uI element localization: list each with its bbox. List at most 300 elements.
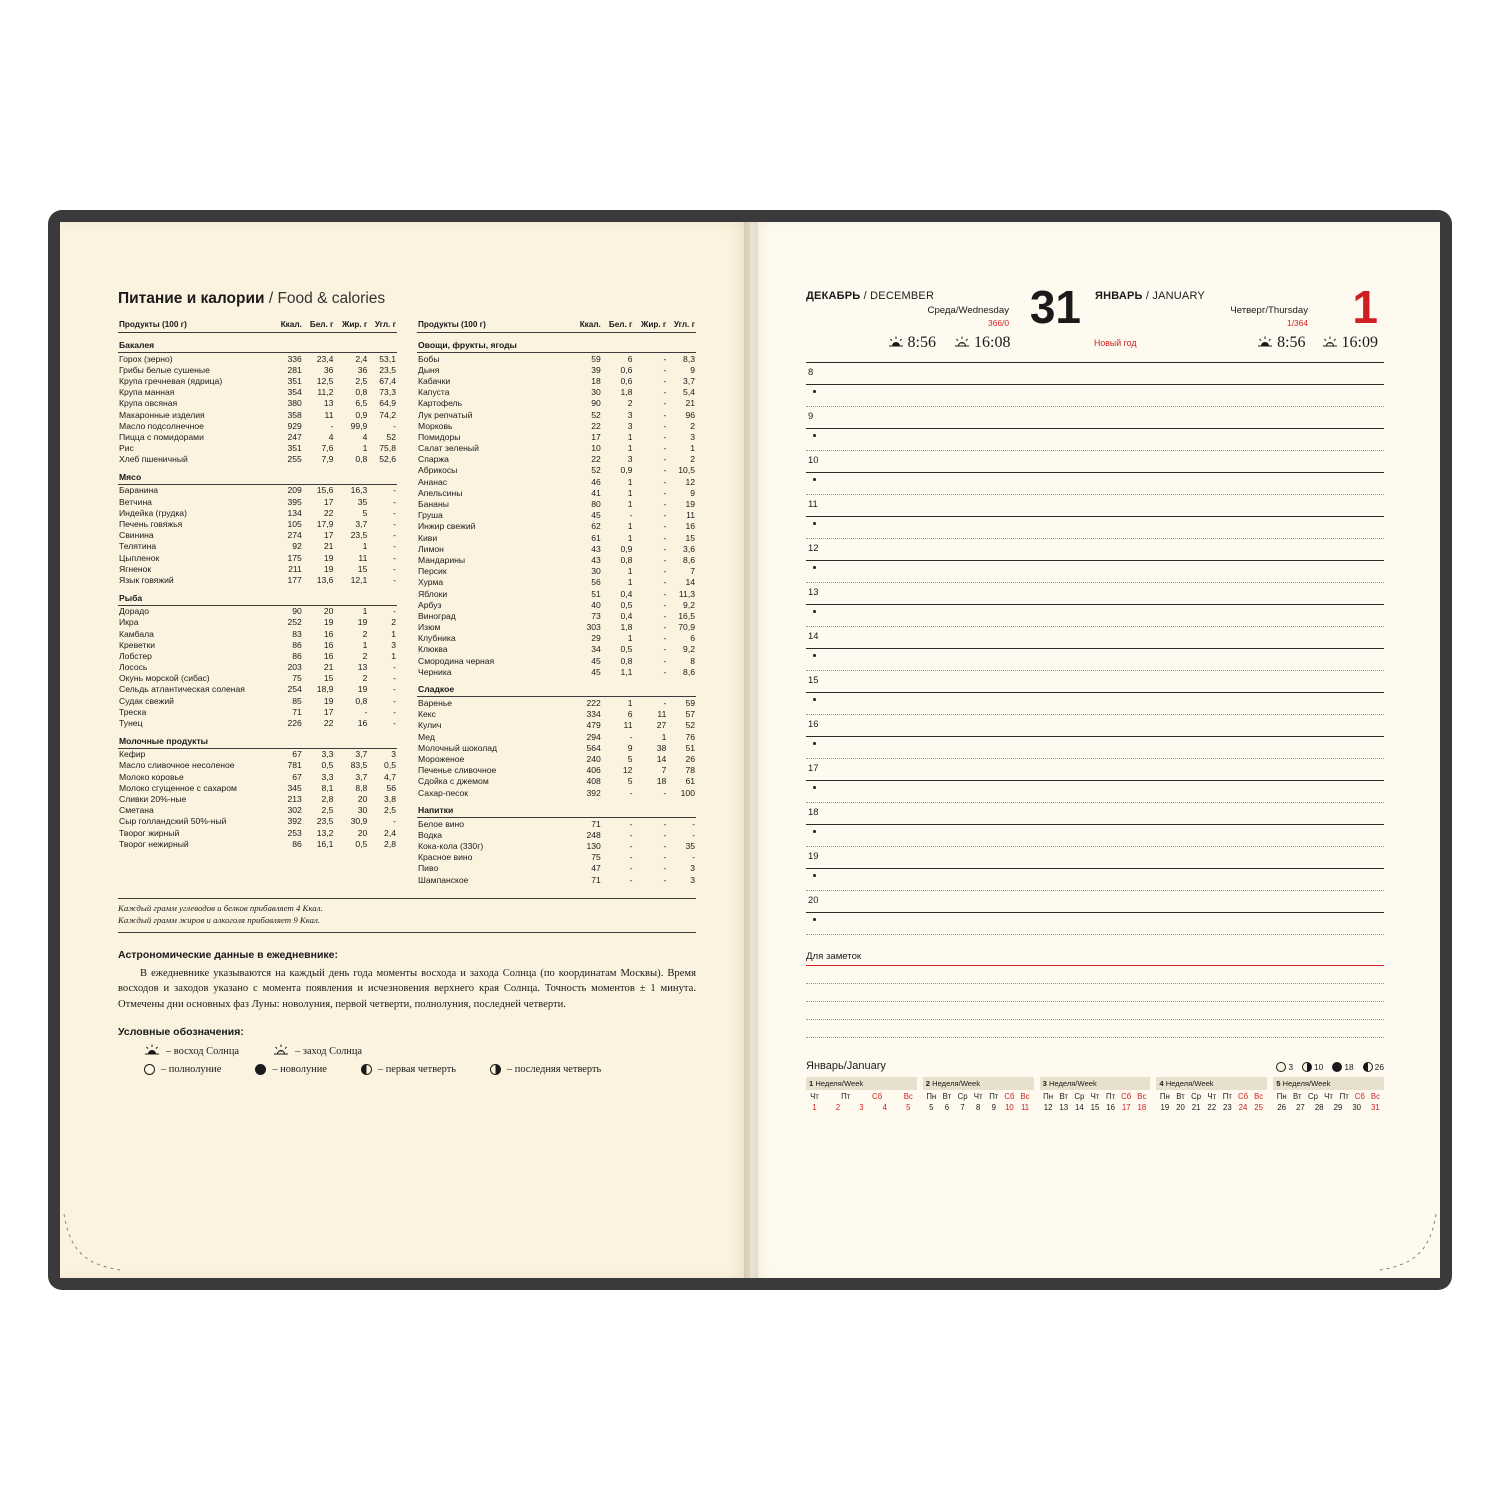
food-protein: 1 <box>627 521 633 532</box>
calendar-day[interactable]: 30 <box>1352 1103 1362 1112</box>
calendar-day[interactable]: 13 <box>1059 1103 1069 1112</box>
food-fat: 2 <box>362 650 368 661</box>
food-group-row <box>118 333 397 353</box>
food-name: Сдойка с джемом <box>418 776 489 787</box>
calendar-day[interactable]: 10 <box>1005 1103 1014 1112</box>
calendar-day[interactable]: 31 <box>1371 1103 1380 1112</box>
first-moon-icon <box>1363 1062 1373 1072</box>
food-fat: 1 <box>362 541 368 552</box>
day-weekday-right: Четверг/Thursday <box>1230 305 1308 316</box>
food-row <box>417 577 696 588</box>
hour-row[interactable] <box>806 891 1384 913</box>
food-row <box>417 622 696 633</box>
weekday-row <box>806 1090 917 1101</box>
food-carbs: 9 <box>690 487 695 498</box>
sun-times-left <box>806 334 1092 352</box>
calendar-day[interactable]: 21 <box>1191 1103 1201 1112</box>
food-fat: - <box>663 852 667 863</box>
hour-row[interactable] <box>806 803 1384 825</box>
food-fat: 1 <box>362 606 368 617</box>
food-protein: 3 <box>627 409 633 420</box>
food-name: Крупа овсяная <box>119 398 178 409</box>
food-carbs: 3 <box>391 639 396 650</box>
food-protein: 2,8 <box>321 793 334 804</box>
food-carbs: - <box>393 496 396 507</box>
calendar-day[interactable]: 3 <box>859 1103 864 1112</box>
food-protein: 1 <box>627 566 633 577</box>
bullet-icon <box>813 390 816 393</box>
food-fat: 38 <box>656 742 667 753</box>
moon-phase-day: 18 <box>1344 1062 1354 1072</box>
food-row <box>118 639 397 650</box>
food-kcal: 43 <box>591 543 601 554</box>
food-name: Ягненок <box>119 563 152 574</box>
food-row <box>417 720 696 731</box>
hour-row[interactable] <box>806 759 1384 781</box>
food-name: Клюква <box>418 644 448 655</box>
half-hour-row[interactable] <box>806 737 1384 759</box>
calendar-day[interactable]: 19 <box>1160 1103 1170 1112</box>
food-protein: 13,2 <box>316 827 334 838</box>
th-fat: Жир. г <box>633 319 667 333</box>
food-carbs: 5,4 <box>683 387 695 398</box>
food-row <box>118 771 397 782</box>
food-protein: 22 <box>323 507 334 518</box>
calendar-day[interactable]: 5 <box>906 1103 911 1112</box>
food-row <box>118 398 397 409</box>
food-fat: - <box>663 454 667 465</box>
weekday-label: Пн <box>1043 1092 1054 1101</box>
food-protein: 15,6 <box>316 485 334 496</box>
food-row <box>417 454 696 465</box>
half-hour-row[interactable] <box>806 561 1384 583</box>
day-weekday-left: Среда/Wednesday <box>927 305 1009 316</box>
food-fat: 0,8 <box>355 454 368 465</box>
food-kcal: 75 <box>591 852 601 863</box>
food-row <box>118 443 397 454</box>
food-carbs: 3 <box>690 874 695 885</box>
moon-phase-day: 3 <box>1288 1062 1294 1072</box>
food-carbs: - <box>393 662 396 673</box>
food-fat: - <box>663 420 667 431</box>
food-carbs: - <box>393 530 396 541</box>
food-kcal: 51 <box>591 588 601 599</box>
food-fat: 19 <box>357 617 368 628</box>
food-fat: - <box>663 532 667 543</box>
food-carbs: 8,6 <box>683 666 695 677</box>
food-row <box>118 706 397 717</box>
food-protein: 7,6 <box>321 443 334 454</box>
bullet-icon <box>813 786 816 789</box>
food-carbs: 12 <box>685 476 695 487</box>
food-group-label: Сладкое <box>417 677 573 697</box>
food-kcal: 177 <box>287 574 302 585</box>
food-fat: 12,1 <box>350 574 368 585</box>
hour-label: 8 <box>808 366 814 377</box>
half-hour-row[interactable] <box>806 693 1384 715</box>
weekday-label: Сб <box>1237 1092 1249 1101</box>
food-protein: 19 <box>323 563 334 574</box>
food-row <box>118 793 397 804</box>
day-number-row <box>806 1101 917 1112</box>
food-carbs: 100 <box>680 787 695 798</box>
food-protein: 21 <box>323 541 334 552</box>
calendar-day[interactable]: 15 <box>1090 1103 1100 1112</box>
food-kcal: 354 <box>287 387 302 398</box>
food-row <box>118 431 397 442</box>
hour-row[interactable] <box>806 671 1384 693</box>
food-carbs: 15 <box>685 532 695 543</box>
legend-row-moon <box>144 1064 696 1075</box>
hour-label: 20 <box>808 894 819 905</box>
page-title-ru: Питание и калории <box>118 290 265 307</box>
food-fat: 11 <box>358 552 368 563</box>
calendar-day[interactable]: 22 <box>1207 1103 1217 1112</box>
food-carbs: 59 <box>685 698 695 709</box>
food-protein: 17 <box>323 530 334 541</box>
food-protein: - <box>629 863 633 874</box>
food-fat: - <box>663 588 667 599</box>
food-fat: - <box>663 841 667 852</box>
hour-row[interactable] <box>806 627 1384 649</box>
food-fat: 1 <box>362 639 368 650</box>
food-row <box>417 443 696 454</box>
food-carbs: - <box>692 829 695 840</box>
calendar-day[interactable]: 17 <box>1121 1103 1131 1112</box>
food-fat: - <box>663 698 667 709</box>
food-fat: 0,9 <box>355 409 368 420</box>
hour-row[interactable] <box>806 583 1384 605</box>
food-name: Молоко коровье <box>119 771 184 782</box>
legend-full-moon-label: – полнолуние <box>161 1064 222 1076</box>
food-name: Камбала <box>119 628 154 639</box>
food-name: Лук репчатый <box>418 409 473 420</box>
notes-block[interactable] <box>806 951 1384 1038</box>
hour-row[interactable] <box>806 539 1384 561</box>
day-month-ru-right: ЯНВАРЬ <box>1095 290 1143 302</box>
half-hour-row[interactable] <box>806 649 1384 671</box>
food-carbs: - <box>393 606 396 617</box>
food-carbs: 52 <box>685 720 695 731</box>
food-carbs: 3,6 <box>683 543 695 554</box>
food-carbs: 10,5 <box>678 465 695 476</box>
sunrise-icon <box>1257 334 1273 351</box>
day-count-left: 366/0 <box>988 318 1009 328</box>
food-name: Хурма <box>418 577 444 588</box>
full-moon-icon <box>1276 1062 1286 1072</box>
food-kcal: 56 <box>591 577 601 588</box>
food-protein: 2,5 <box>321 805 334 816</box>
food-protein: 16 <box>323 650 334 661</box>
food-protein: 9 <box>627 742 633 753</box>
food-carbs: - <box>393 420 396 431</box>
food-name: Черника <box>418 666 452 677</box>
calendar-day[interactable]: 4 <box>882 1103 887 1112</box>
food-name: Варенье <box>418 698 453 709</box>
food-fat: 30,9 <box>350 816 368 827</box>
food-protein: - <box>629 787 633 798</box>
food-fat: 2,5 <box>355 375 368 386</box>
food-name: Творог жирный <box>119 827 180 838</box>
hour-row[interactable] <box>806 451 1384 473</box>
half-hour-row[interactable] <box>806 605 1384 627</box>
calendar-day[interactable]: 29 <box>1333 1103 1343 1112</box>
food-fat: 2,4 <box>355 353 368 364</box>
food-kcal: 564 <box>586 742 601 753</box>
legend-row-sun <box>144 1044 696 1058</box>
calorie-note <box>118 898 696 933</box>
food-kcal: 395 <box>287 496 302 507</box>
food-protein: 1 <box>627 431 633 442</box>
food-row <box>417 364 696 375</box>
food-carbs: 78 <box>685 765 695 776</box>
food-protein: 19 <box>323 552 334 563</box>
calendar-day[interactable]: 9 <box>991 1103 996 1112</box>
food-name: Кока-кола (330г) <box>418 841 484 852</box>
legend-title: Условные обозначения: <box>118 1026 244 1039</box>
food-name: Кефир <box>119 749 146 760</box>
new-moon-icon <box>1332 1062 1342 1072</box>
weekday-label: Сб <box>871 1092 883 1101</box>
food-fat: - <box>663 465 667 476</box>
food-name: Лобстер <box>119 650 152 661</box>
food-fat: 4 <box>362 431 368 442</box>
hour-row[interactable] <box>806 495 1384 517</box>
food-carbs: 53,1 <box>379 353 396 364</box>
calendar-day[interactable]: 6 <box>944 1103 950 1112</box>
hour-lines[interactable] <box>806 362 1384 935</box>
food-row <box>118 507 397 518</box>
food-fat: - <box>663 543 667 554</box>
food-row <box>417 731 696 742</box>
food-group-row <box>118 729 397 749</box>
food-carbs: 52 <box>386 431 396 442</box>
bullet-icon <box>813 742 816 745</box>
food-carbs: 56 <box>386 782 396 793</box>
food-name: Пиво <box>418 863 439 874</box>
calendar-day[interactable]: 18 <box>1137 1103 1147 1112</box>
calendar-day[interactable]: 16 <box>1106 1103 1115 1112</box>
food-group-spacer <box>573 677 602 697</box>
food-kcal: 52 <box>591 409 601 420</box>
half-hour-row[interactable] <box>806 385 1384 407</box>
food-carbs: 3,7 <box>683 375 695 386</box>
food-row <box>118 420 397 431</box>
weekday-label: Пт <box>1106 1092 1116 1101</box>
food-row <box>417 487 696 498</box>
calendar-day[interactable]: 7 <box>960 1103 965 1112</box>
food-protein: 0,8 <box>620 554 633 565</box>
food-name: Красное вино <box>418 852 473 863</box>
calendar-day[interactable]: 23 <box>1223 1103 1232 1112</box>
food-fat: - <box>663 863 667 874</box>
food-kcal: 52 <box>591 465 601 476</box>
last-moon-icon <box>1302 1062 1312 1072</box>
food-row <box>417 510 696 521</box>
half-hour-row[interactable] <box>806 517 1384 539</box>
week-column <box>1156 1077 1267 1112</box>
food-name: Смородина черная <box>418 655 495 666</box>
food-kcal: 86 <box>292 639 302 650</box>
food-protein: 3 <box>627 420 633 431</box>
food-fat: 23,5 <box>350 530 368 541</box>
food-row <box>417 742 696 753</box>
weekday-label: Чт <box>1207 1092 1217 1101</box>
bullet-icon <box>813 918 816 921</box>
th-carbs: Угл. г <box>368 319 397 333</box>
notes-line[interactable] <box>806 1002 1384 1020</box>
mini-calendar-header <box>806 1060 1384 1072</box>
food-fat: 1 <box>661 731 667 742</box>
food-name: Креветки <box>119 639 156 650</box>
food-row <box>118 782 397 793</box>
food-protein: - <box>629 852 633 863</box>
food-row <box>118 364 397 375</box>
food-fat: 20 <box>357 793 368 804</box>
food-kcal: 351 <box>287 443 302 454</box>
food-name: Крупа манная <box>119 387 175 398</box>
food-name: Морковь <box>418 420 453 431</box>
food-name: Клубника <box>418 633 456 644</box>
moon-phase <box>1363 1062 1384 1072</box>
food-row <box>118 552 397 563</box>
calendar-day[interactable]: 27 <box>1296 1103 1305 1112</box>
calendar-day[interactable]: 25 <box>1254 1103 1263 1112</box>
food-protein: - <box>629 731 633 742</box>
food-protein: 6 <box>627 353 633 364</box>
food-name: Цыпленок <box>119 552 160 563</box>
calendar-day[interactable]: 28 <box>1314 1103 1324 1112</box>
food-row <box>417 829 696 840</box>
food-name: Свинина <box>119 530 154 541</box>
half-hour-row[interactable] <box>806 781 1384 803</box>
calendar-day[interactable]: 12 <box>1043 1103 1053 1112</box>
food-row <box>417 841 696 852</box>
half-hour-row[interactable] <box>806 473 1384 495</box>
calendar-day[interactable]: 20 <box>1176 1103 1185 1112</box>
food-carbs: 70,9 <box>678 622 695 633</box>
weekday-label: Чт <box>1090 1092 1100 1101</box>
bullet-icon <box>813 698 816 701</box>
food-row <box>118 650 397 661</box>
calendar-day[interactable]: 5 <box>929 1103 934 1112</box>
astronomy-section <box>118 949 696 1012</box>
food-row <box>417 655 696 666</box>
day-jan-1 <box>1095 281 1384 333</box>
food-name: Масло подсолнечное <box>119 420 204 431</box>
food-row <box>118 760 397 771</box>
weekday-row <box>1040 1090 1151 1101</box>
food-table-column-1 <box>118 319 397 885</box>
food-kcal: 61 <box>591 532 601 543</box>
food-name: Телятина <box>119 541 157 552</box>
food-protein: 13 <box>323 398 334 409</box>
food-group-spacer <box>633 677 667 697</box>
food-kcal: 294 <box>586 731 601 742</box>
food-protein: 0,8 <box>620 655 633 666</box>
weekday-label: Чт <box>810 1092 819 1101</box>
half-hour-row[interactable] <box>806 825 1384 847</box>
legend-last-quarter-label: – последняя четверть <box>507 1064 602 1076</box>
food-kcal: 358 <box>287 409 302 420</box>
hour-row[interactable] <box>806 363 1384 385</box>
th-fat: Жир. г <box>334 319 368 333</box>
food-carbs: 2 <box>391 617 396 628</box>
food-fat: - <box>663 577 667 588</box>
week-header: 1 Неделя/Week <box>806 1077 917 1090</box>
hour-row[interactable] <box>806 847 1384 869</box>
food-kcal: 211 <box>288 563 302 574</box>
hour-row[interactable] <box>806 407 1384 429</box>
food-carbs: 1 <box>690 443 695 454</box>
food-group-spacer <box>368 333 397 353</box>
calendar-day[interactable]: 11 <box>1021 1103 1030 1112</box>
food-row <box>118 375 397 386</box>
food-row <box>417 852 696 863</box>
hour-row[interactable] <box>806 715 1384 737</box>
sunset-time-right: 16:09 <box>1341 334 1378 351</box>
food-protein: 1 <box>627 499 633 510</box>
food-protein: 12 <box>622 765 633 776</box>
food-fat: - <box>663 398 667 409</box>
food-fat: 14 <box>656 753 667 764</box>
calendar-day[interactable]: 2 <box>835 1103 841 1112</box>
weekday-label: Пн <box>1159 1092 1170 1101</box>
food-fat: 18 <box>656 776 667 787</box>
food-name: Мороженое <box>418 753 465 764</box>
food-carbs: 52,6 <box>379 454 396 465</box>
food-fat: - <box>663 499 667 510</box>
food-protein: 3,3 <box>321 749 334 760</box>
page-corner-bottom-left <box>62 1212 122 1272</box>
food-carbs: 61 <box>685 776 695 787</box>
food-row <box>417 498 696 509</box>
calendar-day[interactable]: 14 <box>1075 1103 1084 1112</box>
food-protein: - <box>629 841 633 852</box>
weekday-label: Вт <box>1059 1092 1068 1101</box>
notes-line[interactable] <box>806 1020 1384 1038</box>
food-carbs: - <box>393 552 396 563</box>
food-carbs: 35 <box>685 841 695 852</box>
calendar-day[interactable]: 1 <box>812 1103 817 1112</box>
notes-line[interactable] <box>806 966 1384 984</box>
food-fat: - <box>663 409 667 420</box>
half-hour-row[interactable] <box>806 913 1384 935</box>
food-fat: - <box>663 554 667 565</box>
food-protein: 4 <box>328 431 334 442</box>
calendar-day[interactable]: 26 <box>1277 1103 1287 1112</box>
food-protein: 11,2 <box>317 387 334 398</box>
calendar-day[interactable]: 24 <box>1238 1103 1248 1112</box>
notes-line[interactable] <box>806 984 1384 1002</box>
food-protein: 17,9 <box>316 519 334 530</box>
legend-first-quarter-label: – первая четверть <box>377 1064 456 1076</box>
food-protein: 1 <box>627 443 633 454</box>
food-carbs: 7 <box>690 566 695 577</box>
half-hour-row[interactable] <box>806 869 1384 891</box>
half-hour-row[interactable] <box>806 429 1384 451</box>
legend-section <box>118 1026 696 1075</box>
food-carbs: 1 <box>391 650 396 661</box>
sunrise-icon <box>144 1044 160 1058</box>
weekday-label: Пн <box>1276 1092 1287 1101</box>
food-carbs: 51 <box>685 742 695 753</box>
food-name: Капуста <box>418 387 450 398</box>
food-row <box>417 431 696 442</box>
calendar-day[interactable]: 8 <box>976 1103 981 1112</box>
moon-phases <box>1276 1062 1384 1072</box>
week-column <box>923 1077 1034 1112</box>
